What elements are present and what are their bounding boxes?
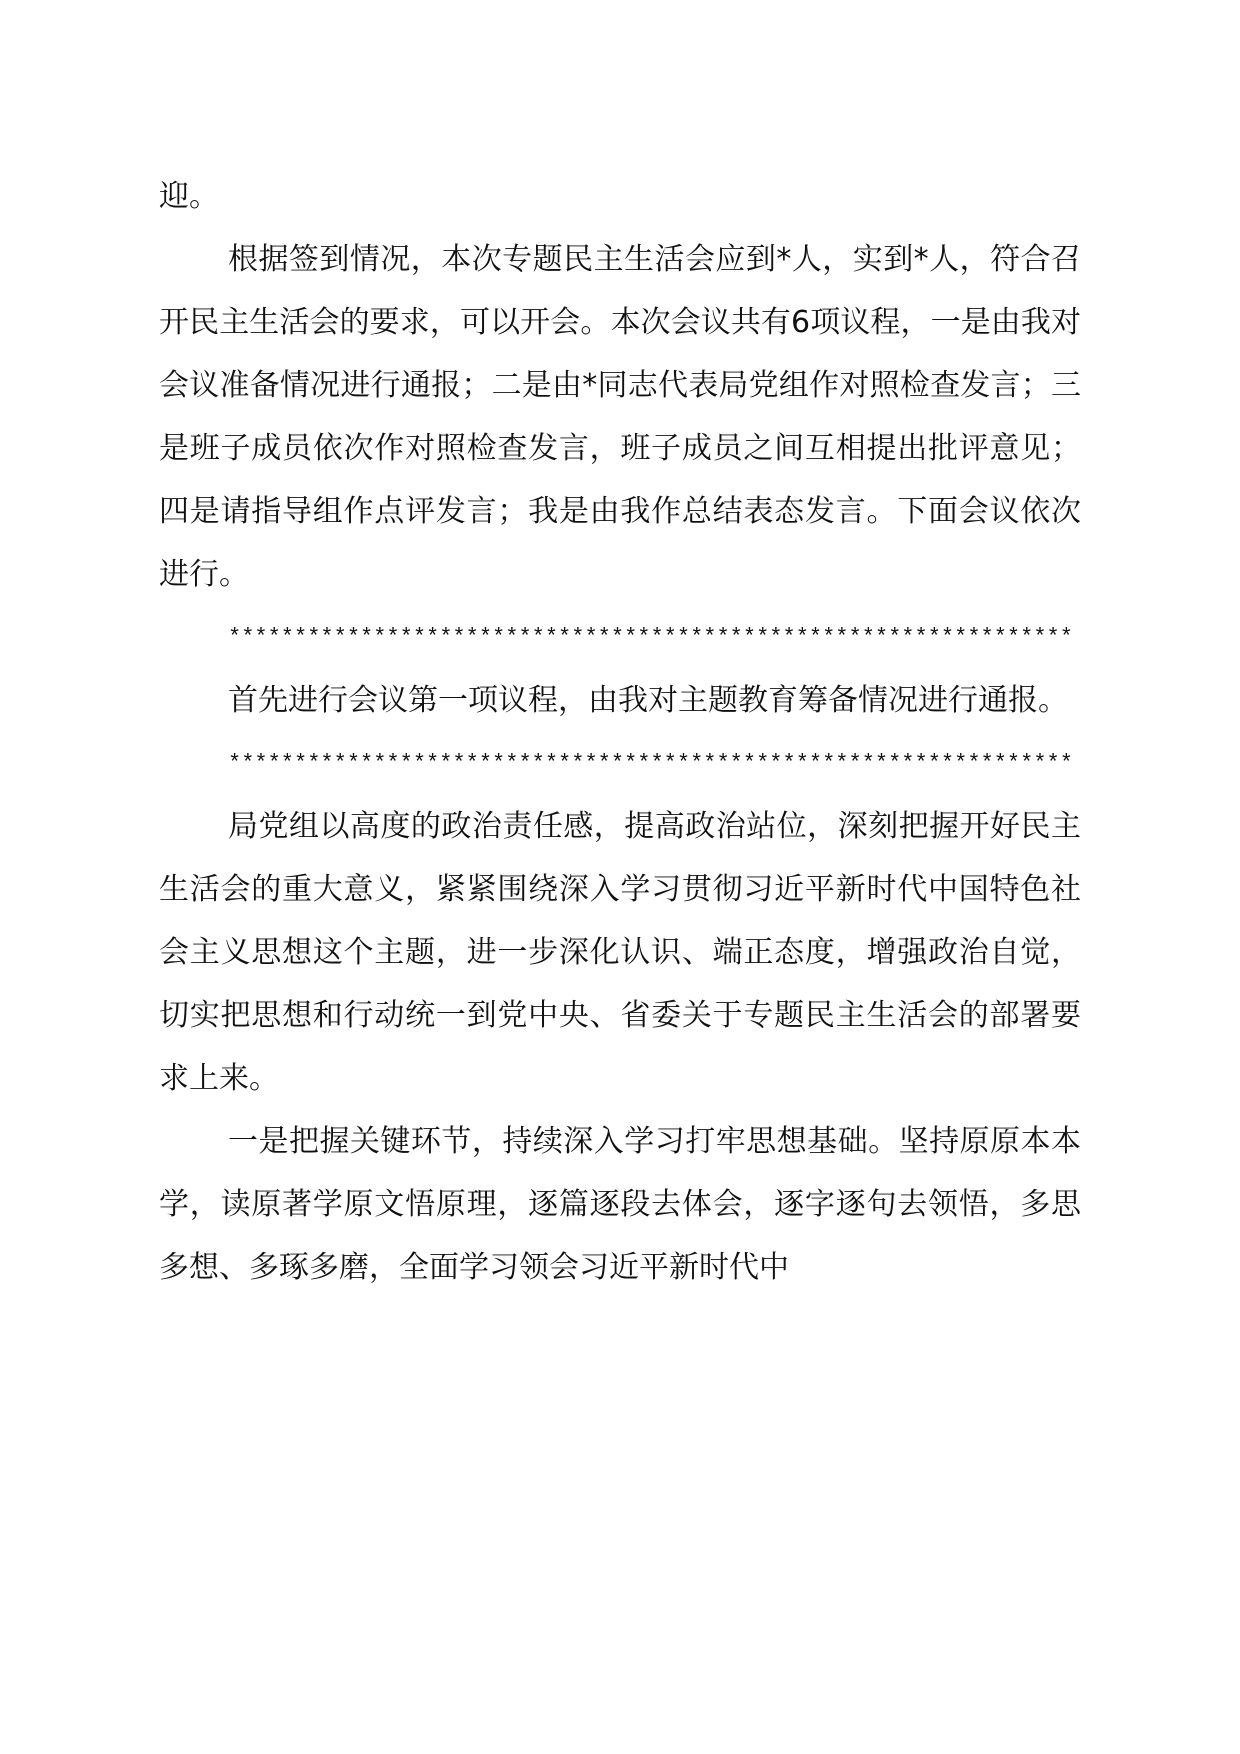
- paragraph-key-links: 一是把握关键环节，持续深入学习打牢思想基础。坚持原原本本学，读原著学原文悟原理，逐篇逐段去体会，逐字逐句去领悟，多思多想、多琢多磨，全面学习领会习近平新时代中: [159, 1124, 1081, 1285]
- paragraph-attendance: 根据签到情况，本次专题民主生活会应到*人，实到*人，符合召开民主生活会的要求，可以开会。本次会议共有6项议程，一是由我对会议准备情况进行通报；二是由*同志代表局党组作对照检查发言；三是班子成员依次作对照检查发言，班子成员之间互相提出批评意见；四是请指导组作点评发言；我是由我作总结表态发言。下面会议依次进行。: [159, 242, 1081, 592]
- paragraph-continuation: 迎。: [159, 179, 219, 214]
- document-page: [159, 165, 1081, 1299]
- paragraph-party-group: 局党组以高度的政治责任感，提高政治站位，深刻把握开好民主生活会的重大意义，紧紧围绕深入学习贯彻习近平新时代中国特色社会主义思想这个主题，进一步深化认识、端正态度，增强政治自觉，切实把思想和行动统一到党中央、省委关于专题民主生活会的部署要求上来。: [159, 809, 1081, 1096]
- separator-asterisks: ****************************************************************: [228, 625, 1073, 650]
- separator-asterisks: ****************************************************************: [228, 751, 1073, 776]
- paragraph-agenda-one: 首先进行会议第一项议程，由我对主题教育筹备情况进行通报。: [228, 683, 1068, 718]
